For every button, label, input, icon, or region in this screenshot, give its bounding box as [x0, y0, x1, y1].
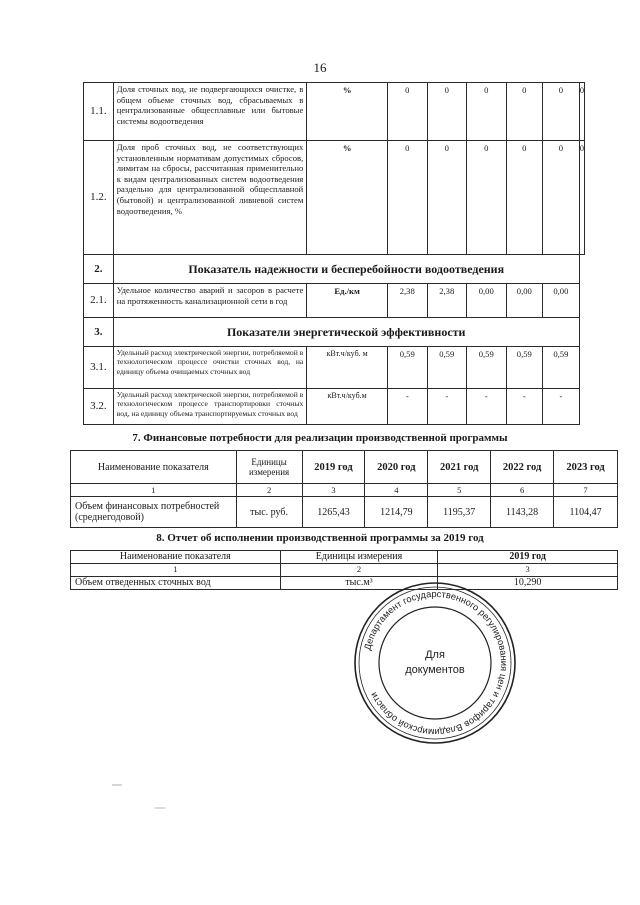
row-unit: тыс. руб.	[236, 497, 302, 528]
indicator-unit: Ед./км	[307, 284, 388, 318]
section-7-title: 7. Финансовые потребности для реализации производственной программы	[132, 432, 508, 444]
section-number: 2.	[84, 255, 114, 284]
header-2020: 2020 год	[365, 451, 428, 484]
indicator-number: 3.2.	[84, 389, 114, 425]
indicator-value: 0	[579, 83, 584, 141]
indicator-number: 1.1.	[84, 83, 114, 141]
indicator-number: 2.1.	[84, 284, 114, 318]
indicator-description: Удельный расход электрической энергии, потребляемой в технологическом процессе очистки сточных вод, на единицу объема очищаемых сточных вод	[113, 347, 307, 389]
indicator-value: 0	[543, 141, 580, 255]
header-2022: 2022 год	[491, 451, 554, 484]
stamp-ring-text: Департамент государственного регулирования цен и тарифов Владимирской области	[362, 588, 510, 738]
indicator-value: 2,38	[388, 284, 428, 318]
row-unit: тыс.м³	[280, 577, 438, 590]
index-cell: 1	[71, 484, 237, 497]
index-cell: 6	[491, 484, 554, 497]
indicator-number: 3.1.	[84, 347, 114, 389]
section-title: Показатель надежности и бесперебойности водоотведения	[113, 255, 579, 284]
indicator-description: Удельный расход электрической энергии, потребляемой в технологическом процессе транспортировки сточных вод, на единицу объема транспортируемых сточных вод	[113, 389, 307, 425]
indicator-value: 0	[427, 83, 467, 141]
row-value: 10,290	[438, 577, 618, 590]
index-cell: 2	[280, 564, 438, 577]
header-unit: Единицы измерения	[280, 551, 438, 564]
indicator-value: 0	[506, 141, 543, 255]
indicator-value: 0,59	[506, 347, 543, 389]
indicator-value: 0,59	[467, 347, 507, 389]
indicator-value: 0,00	[467, 284, 507, 318]
indicator-unit: %	[307, 141, 388, 255]
indicator-value: -	[388, 389, 428, 425]
indicator-value: 0	[467, 141, 507, 255]
indicator-description: Доля сточных вод, не подвергающихся очистке, в общем объеме сточных вод, сбрасываемых в централизованные общесплавные или бытовые системы водоотведения	[113, 83, 307, 141]
indicator-unit: кВт.ч/куб. м	[307, 347, 388, 389]
indicator-value: -	[467, 389, 507, 425]
section-8-title: 8. Отчет об исполнении производственной программы за 2019 год	[156, 532, 484, 544]
row-name: Объем отведенных сточных вод	[71, 577, 281, 590]
index-cell: 3	[302, 484, 365, 497]
row-name: Объем финансовых потребностей (среднегодовой)	[71, 497, 237, 528]
indicator-value: 0	[579, 141, 584, 255]
section-title: Показатели энергетической эффективности	[113, 318, 579, 347]
indicator-value: 0	[388, 83, 428, 141]
stamp-center-line1: Для	[425, 649, 445, 661]
indicator-value: -	[506, 389, 543, 425]
indicator-value: 0	[388, 141, 428, 255]
indicator-value: 0,59	[543, 347, 580, 389]
index-cell: 7	[554, 484, 618, 497]
header-2021: 2021 год	[428, 451, 491, 484]
header-2019: 2019 год	[302, 451, 365, 484]
indicator-unit: %	[307, 83, 388, 141]
header-name: Наименование показателя	[71, 451, 237, 484]
header-unit: Единицы измерения	[236, 451, 302, 484]
indicator-value: 0,00	[543, 284, 580, 318]
indicator-value: 0	[506, 83, 543, 141]
indicator-value: 0	[543, 83, 580, 141]
indicator-value: 0,59	[427, 347, 467, 389]
header-2023: 2023 год	[554, 451, 618, 484]
value-2020: 1214,79	[365, 497, 428, 528]
header-name: Наименование показателя	[71, 551, 281, 564]
index-cell: 5	[428, 484, 491, 497]
header-year: 2019 год	[438, 551, 618, 564]
indicator-value: 0	[427, 141, 467, 255]
value-2021: 1195,37	[428, 497, 491, 528]
indicator-value: 0	[467, 83, 507, 141]
stamp-center-line2: документов	[405, 664, 465, 676]
indicator-description: Доля проб сточных вод, не соответствующих установленным нормативам допустимых сбросов, лимитам на сбросы, рассчитанная применительно к видам централизованных систем водоотведения раздельно для централизованной общесплавной (бытовой) и централизованной ливневой систем водоотведения, %	[113, 141, 307, 255]
section-number: 3.	[84, 318, 114, 347]
indicator-value: 0,59	[388, 347, 428, 389]
value-2023: 1104,47	[554, 497, 618, 528]
indicator-unit: кВт.ч/куб.м	[307, 389, 388, 425]
page-number: 16	[313, 60, 327, 75]
indicator-description: Удельное количество аварий и засоров в расчете на протяженность канализационной сети в год	[113, 284, 307, 318]
value-2022: 1143,28	[491, 497, 554, 528]
indicator-number: 1.2.	[84, 141, 114, 255]
value-2019: 1265,43	[302, 497, 365, 528]
index-cell: 2	[236, 484, 302, 497]
indicator-value: -	[543, 389, 580, 425]
indicator-value: 0,00	[506, 284, 543, 318]
index-cell: 1	[71, 564, 281, 577]
index-cell: 4	[365, 484, 428, 497]
index-cell: 3	[438, 564, 618, 577]
indicator-value: -	[427, 389, 467, 425]
indicator-value: 2,38	[427, 284, 467, 318]
